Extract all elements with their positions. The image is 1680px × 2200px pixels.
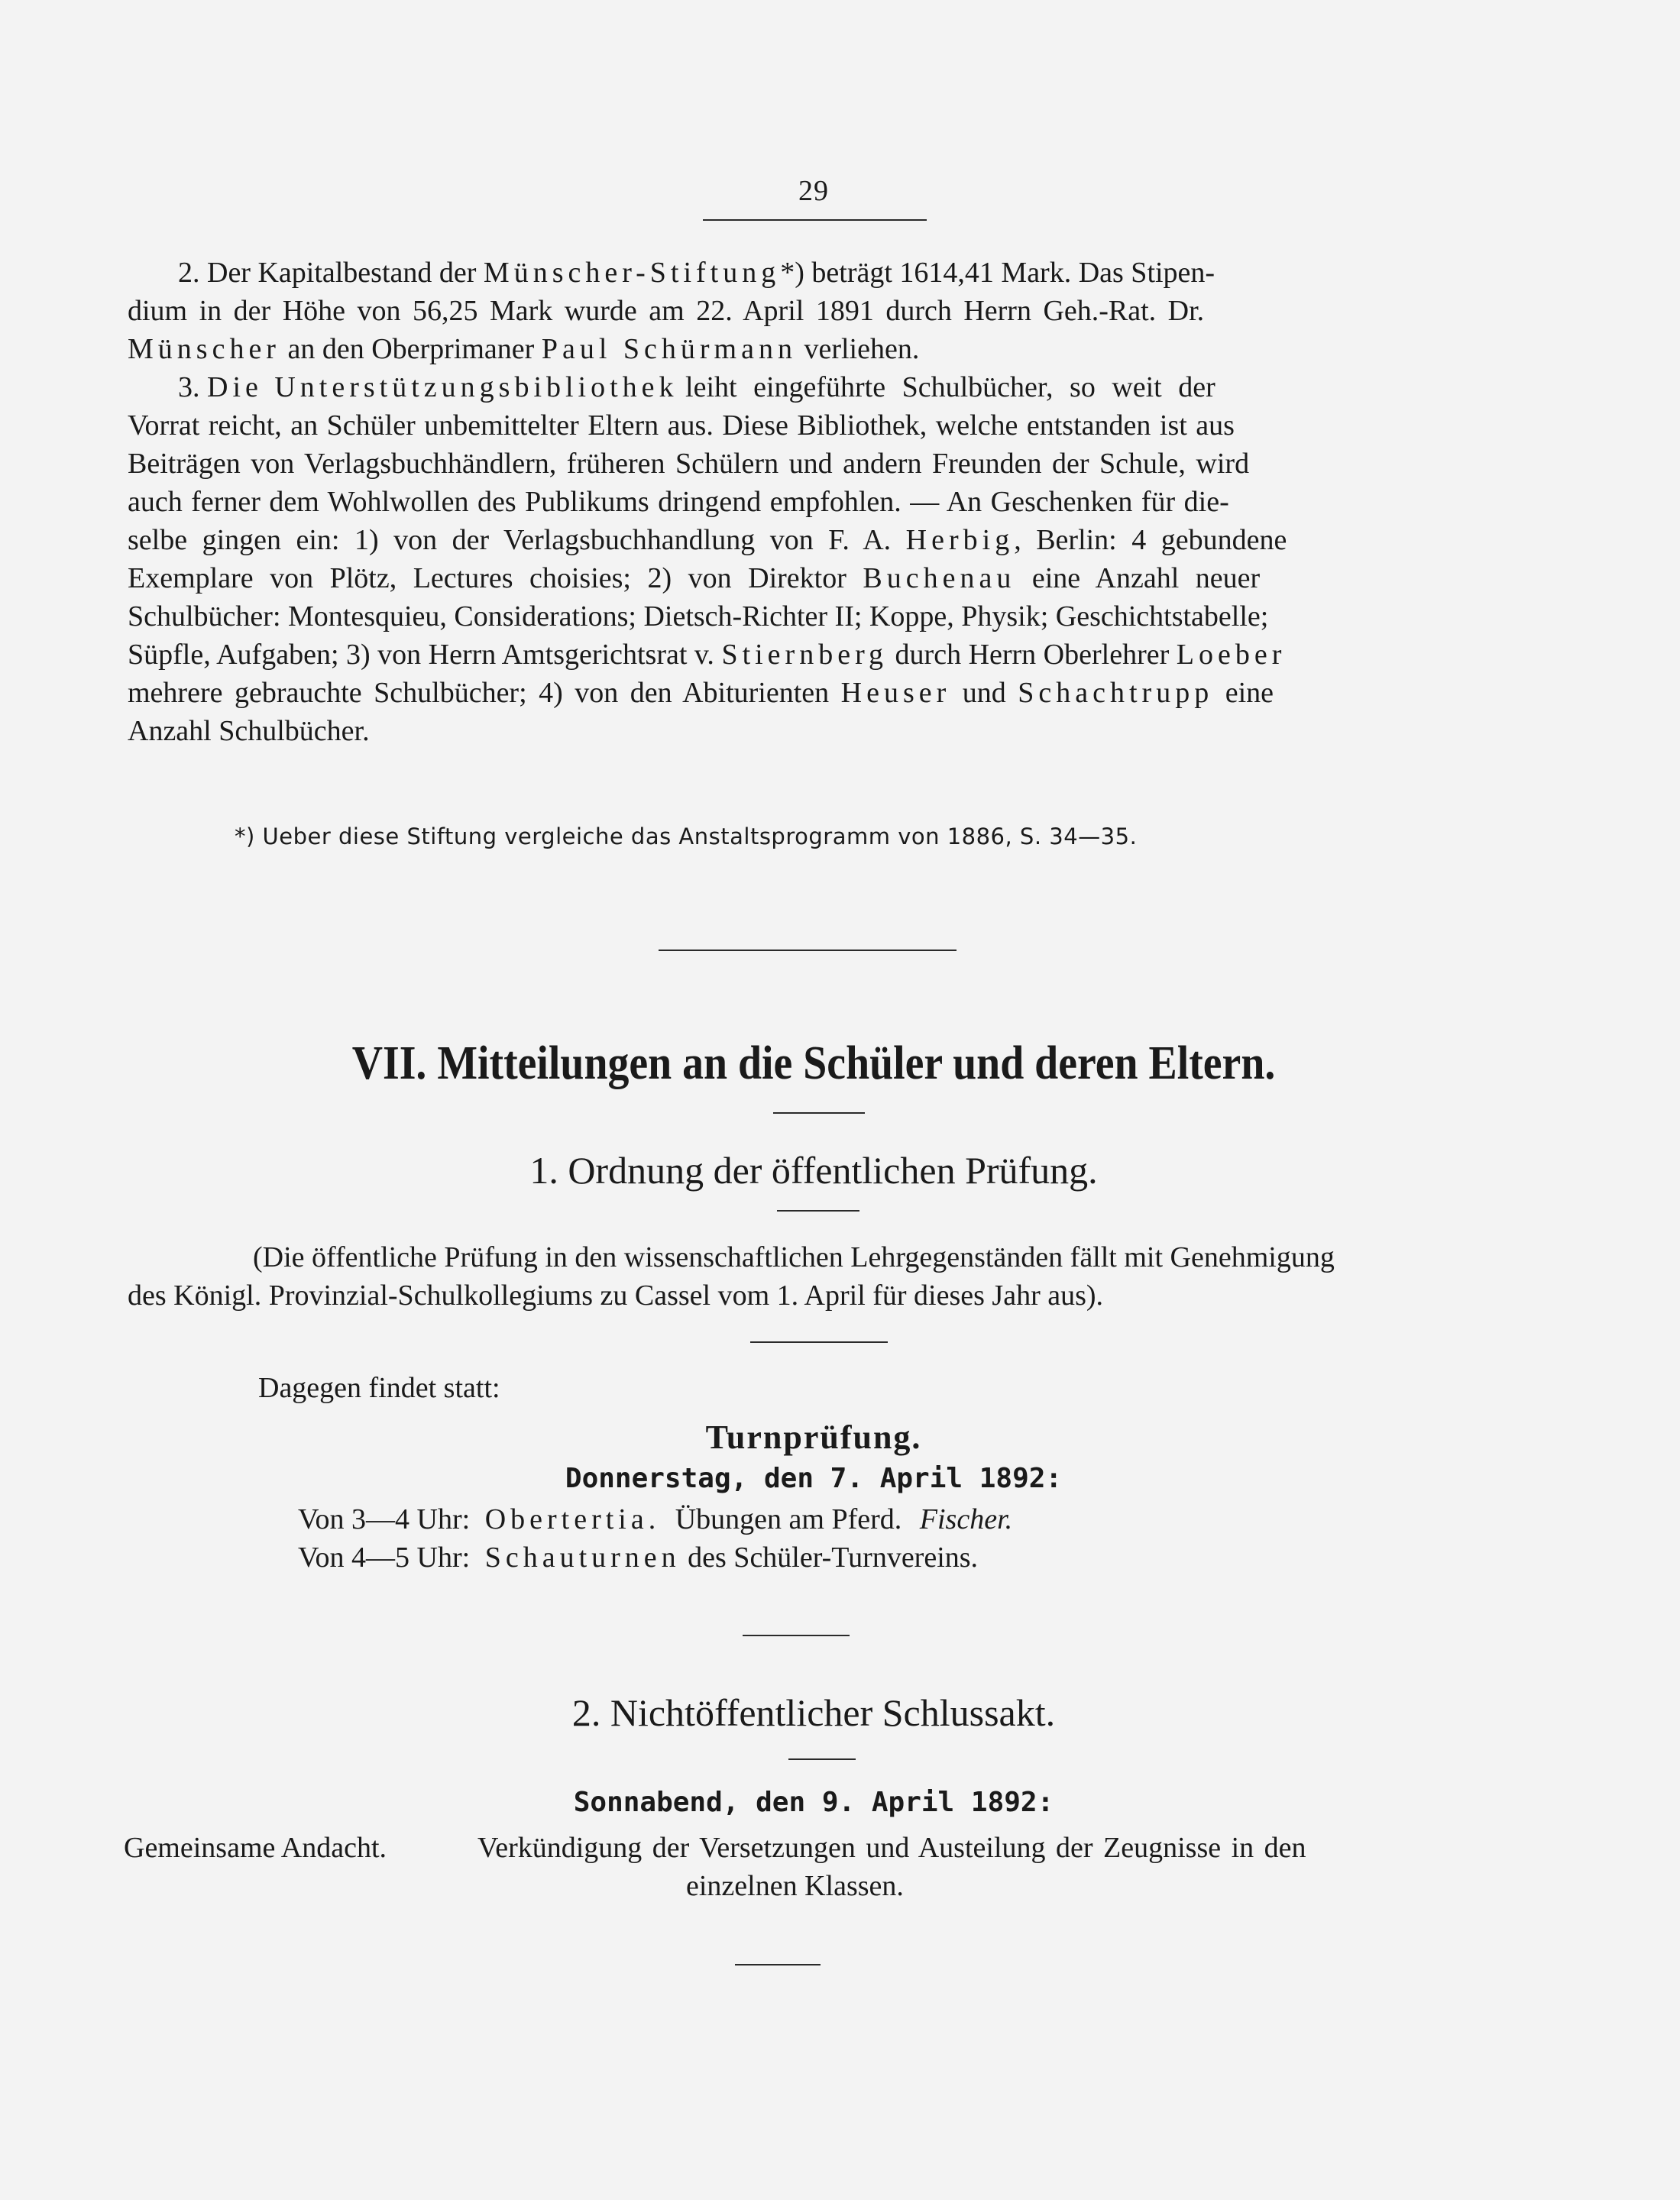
section-separator bbox=[659, 950, 957, 951]
pruefung-heading-rule bbox=[777, 1210, 859, 1212]
note-rule bbox=[750, 1341, 888, 1343]
schlussakt-left: Gemeinsame Andacht. bbox=[124, 1832, 387, 1864]
bibliothek-line-3: Beiträgen von Verlagsbuchhändlern, früheren Schülern und andern Freunden der Schule, wird bbox=[128, 448, 1250, 480]
page-number-rule bbox=[703, 219, 927, 221]
bibliothek-line-7: Schulbücher: Montesquieu, Considerations; Dietsch-Richter II; Koppe, Physik; Geschichtstabelle; bbox=[128, 600, 1269, 632]
bibliothek-paragraph bbox=[128, 368, 1497, 750]
pruefung-note bbox=[128, 1238, 1497, 1315]
bibliothek-line-5: selbe gingen ein: 1) von der Verlagsbuchhandlung von F. A. Herbig, Berlin: 4 gebundene bbox=[128, 524, 1287, 556]
section-title: VII. Mitteilungen an die Schüler und deren Eltern. bbox=[351, 1037, 1276, 1089]
pruefung-note-line-1: (Die öffentliche Prüfung in den wissenschaftlichen Lehrgegenständen fällt mit Genehmigung bbox=[253, 1241, 1335, 1273]
bibliothek-line-4: auch ferner dem Wohlwollen des Publikums dringend empfohlen. — An Geschenken für die- bbox=[128, 486, 1229, 518]
schedule-class-1: Obertertia. bbox=[484, 1503, 661, 1535]
bibliothek-line-10: Anzahl Schulbücher. bbox=[128, 715, 370, 747]
stiftung-paragraph bbox=[128, 254, 1497, 368]
schlussakt-heading-rule bbox=[788, 1758, 856, 1760]
dagegen-text: Dagegen findet statt: bbox=[258, 1372, 500, 1404]
schedule-row-2 bbox=[298, 1538, 978, 1577]
recipient-name: Paul Schürmann bbox=[541, 333, 797, 365]
schedule-teacher-1: Fischer. bbox=[919, 1503, 1013, 1535]
schedule-desc-2: des Schüler-Turnvereins. bbox=[688, 1542, 979, 1574]
pruefung-heading: 1. Ordnung der öffentlichen Prüfung. bbox=[529, 1149, 1098, 1192]
pruefung-note-line-2: des Königl. Provinzial-Schulkollegiums zu Cassel vom 1. April für dieses Jahr aus). bbox=[128, 1280, 1104, 1312]
stiftung-number: 2. bbox=[178, 257, 200, 289]
schedule-time-2: Von 4—5 Uhr: bbox=[298, 1542, 471, 1574]
schlussakt-right-line-1: Verkündigung der Versetzungen und Austeilung der Zeugnisse in den bbox=[477, 1832, 1306, 1864]
schedule-rule bbox=[743, 1635, 850, 1636]
end-rule bbox=[735, 1964, 821, 1965]
schedule-event-2: Schauturnen bbox=[484, 1542, 681, 1574]
schedule-desc-1: Übungen am Pferd. bbox=[675, 1503, 902, 1535]
schlussakt-right-line-2: einzelnen Klassen. bbox=[686, 1870, 904, 1902]
bibliothek-line-6: Exemplare von Plötz, Lectures choisies; 2) von Direktor Buchenau eine Anzahl neuer bbox=[128, 562, 1261, 594]
bibliothek-line-2: Vorrat reicht, an Schüler unbemittelter Eltern aus. Diese Bibliothek, welche entstanden ist aus bbox=[128, 409, 1235, 442]
turnpruefung-date: Donnerstag, den 7. April 1892: bbox=[565, 1463, 1063, 1494]
schedule-row-1 bbox=[298, 1500, 1012, 1538]
stiftung-line-2: dium in der Höhe von 56,25 Mark wurde am 22. April 1891 durch Herrn Geh.-Rat. Dr. bbox=[128, 295, 1205, 327]
schlussakt-date: Sonnabend, den 9. April 1892: bbox=[573, 1787, 1054, 1818]
schedule-time-1: Von 3—4 Uhr: bbox=[298, 1503, 471, 1535]
section-title-rule bbox=[773, 1112, 865, 1114]
stiftung-line-1: 2. Der Kapitalbestand der Münscher-Stiftung*) beträgt 1614,41 Mark. Das Stipen- bbox=[178, 257, 1215, 289]
schlussakt-heading: 2. Nichtöffentlicher Schlussakt. bbox=[571, 1691, 1056, 1734]
bibliothek-line-1: 3. Die Unterstützungsbibliothek leiht eingeführte Schulbücher, so weit der bbox=[178, 371, 1215, 403]
bibliothek-name: Die Unterstützungsbibliothek bbox=[207, 371, 678, 403]
stiftung-name: Münscher-Stiftung bbox=[483, 257, 781, 289]
turnpruefung-title: Turnprüfung. bbox=[705, 1419, 922, 1456]
stiftung-line-3: Münscher an den Oberprimaner Paul Schürmann verliehen. bbox=[128, 333, 920, 365]
page-number: 29 bbox=[798, 175, 829, 207]
bibliothek-line-9: mehrere gebrauchte Schulbücher; 4) von den Abiturienten Heuser und Schachtrupp eine bbox=[128, 677, 1274, 709]
bibliothek-line-8: Süpfle, Aufgaben; 3) von Herrn Amtsgerichtsrat v. Stiernberg durch Herrn Oberlehrer Loeber bbox=[128, 639, 1287, 671]
footnote: *) Ueber diese Stiftung vergleiche das Anstaltsprogramm von 1886, S. 34—35. bbox=[235, 823, 1138, 849]
